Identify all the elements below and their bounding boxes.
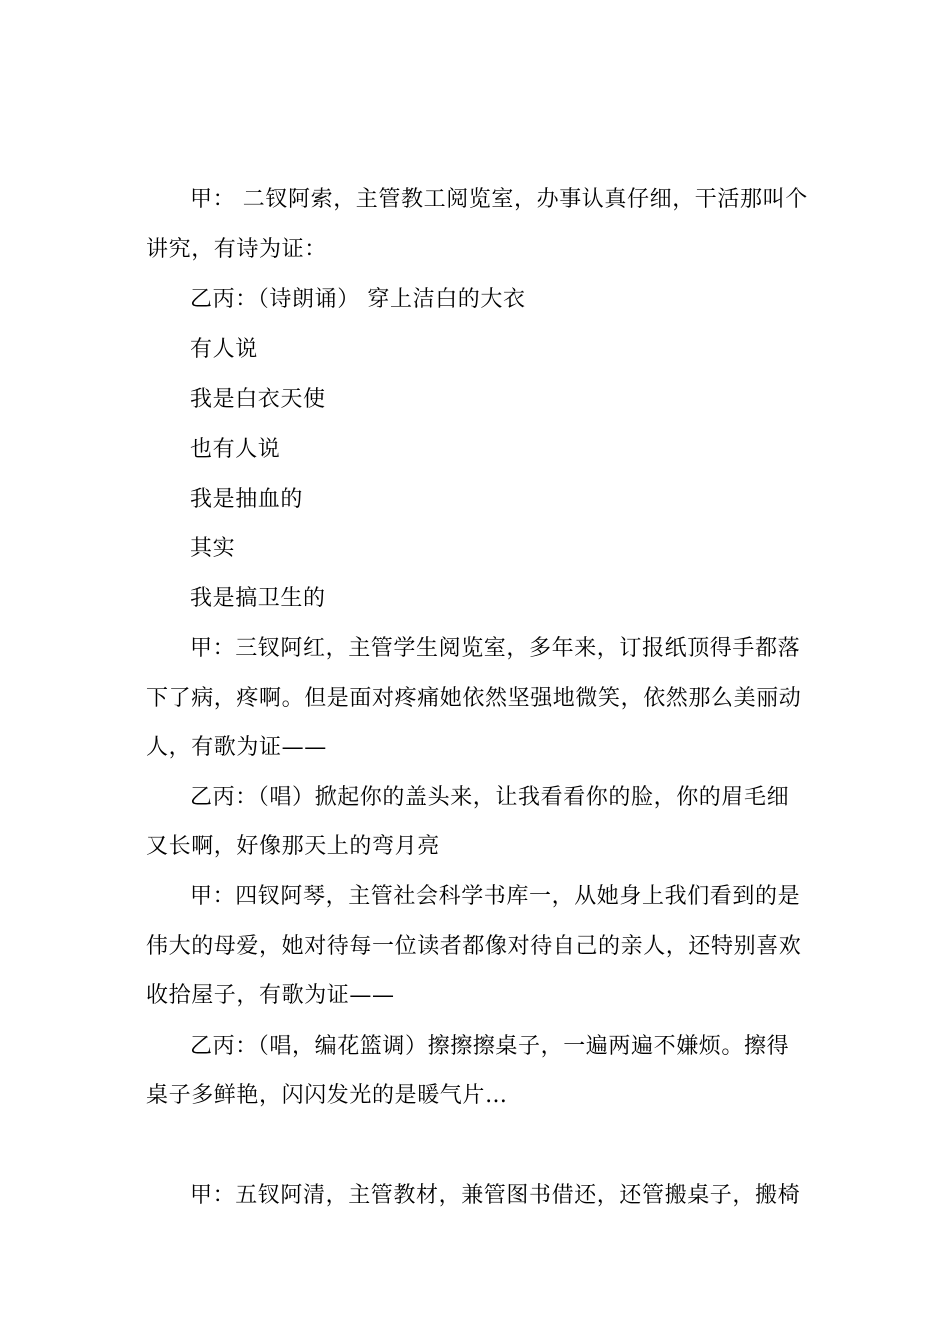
paragraph-line: 伟大的母爱，她对待每一位读者都像对待自己的亲人，还特别喜欢 (146, 934, 802, 959)
paragraph-line: 又长啊，好像那天上的弯月亮 (146, 834, 440, 859)
poem-line: 我是抽血的 (190, 487, 304, 512)
paragraph-line: 乙丙：（诗朗诵） 穿上洁白的大衣 (190, 287, 526, 312)
poem-line: 也有人说 (190, 437, 281, 462)
poem-line: 我是搞卫生的 (190, 586, 326, 611)
paragraph-line: 收拾屋子，有歌为证—— (146, 983, 395, 1008)
paragraph-line: 甲： 二钗阿索，主管教工阅览室，办事认真仔细，干活那叫个 (190, 187, 808, 212)
paragraph-line: 乙丙：（唱）掀起你的盖头来，让我看看你的脸，你的眉毛细 (190, 785, 790, 810)
paragraph-line: 下了病，疼啊。但是面对疼痛她依然坚强地微笑，依然那么美丽动 (146, 686, 802, 711)
paragraph-line: 人，有歌为证—— (146, 735, 327, 760)
paragraph-line: 乙丙：（唱，编花篮调）擦擦擦桌子，一遍两遍不嫌烦。擦得 (190, 1034, 790, 1059)
paragraph-line: 讲究，有诗为证： (146, 237, 327, 262)
paragraph-line: 甲：四钗阿琴，主管社会科学书库一，从她身上我们看到的是 (190, 884, 801, 909)
paragraph-line: 甲：三钗阿红，主管学生阅览室，多年来，订报纸顶得手都落 (190, 636, 801, 661)
paragraph-line: 甲：五钗阿清，主管教材，兼管图书借还，还管搬桌子，搬椅 (190, 1183, 801, 1208)
poem-line: 其实 (190, 536, 236, 561)
paragraph-line: 桌子多鲜艳，闪闪发光的是暖气片… (146, 1083, 508, 1108)
poem-line: 我是白衣天使 (190, 387, 326, 412)
poem-line: 有人说 (190, 337, 258, 362)
